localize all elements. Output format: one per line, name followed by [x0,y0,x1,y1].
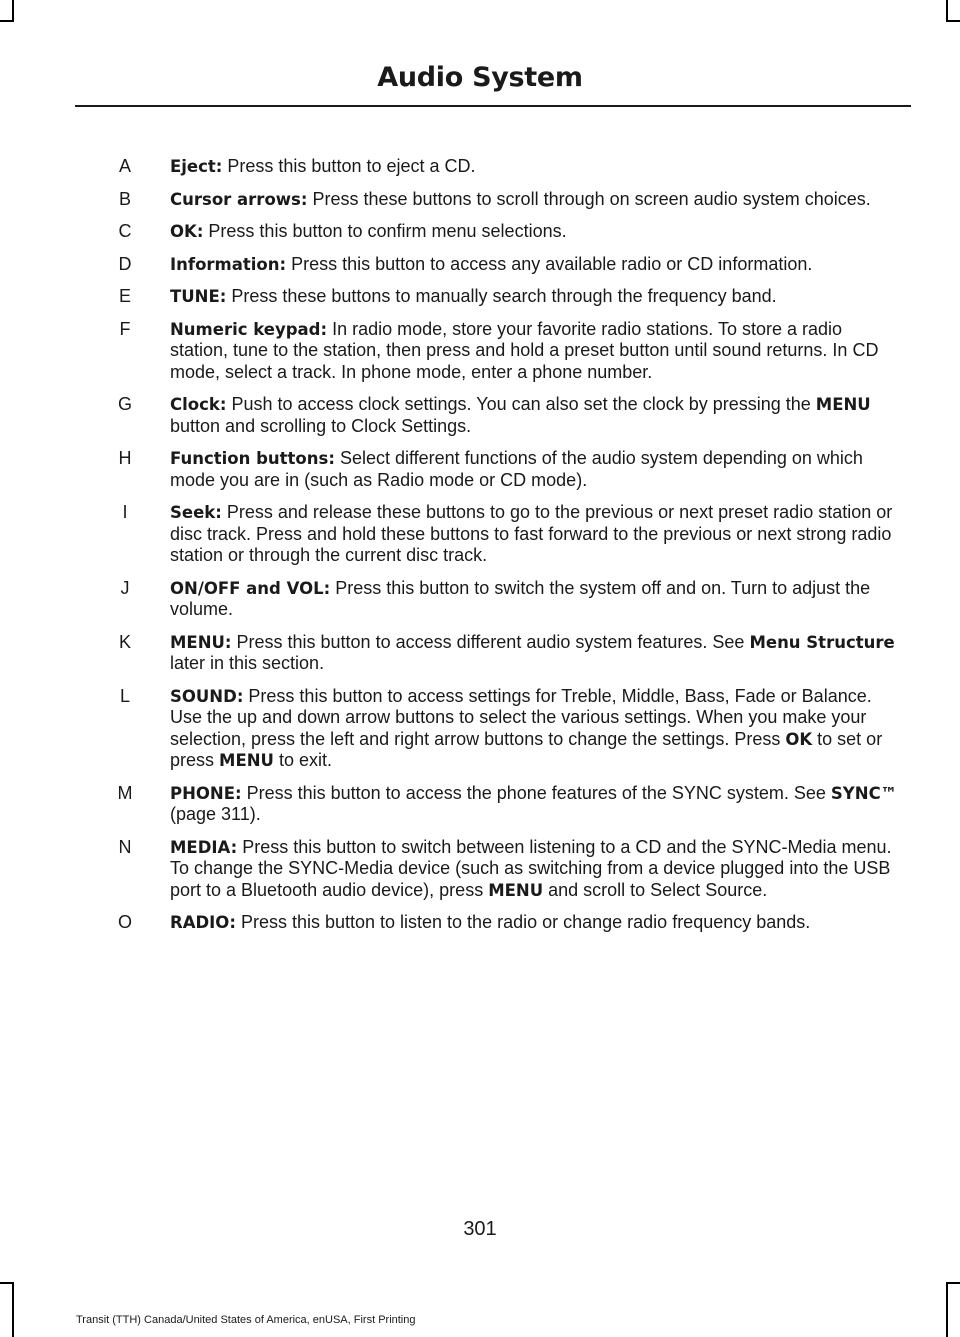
legend-letter: G [117,394,132,414]
legend-term: SOUND: [170,686,244,706]
bold-keyword: SYNC™ [830,783,898,803]
legend-letter: F [119,318,131,339]
legend-letter: C [118,221,132,241]
page-number: 301 [463,1218,497,1240]
legend-item [0,189,960,211]
description-text: to exit. [273,750,332,770]
legend-letter: M [117,782,133,803]
bold-keyword: OK [785,729,813,749]
legend-term: Clock: [170,395,227,414]
legend-description [170,502,902,567]
description-text: Press this button to access the phone features of the SYNC system. See [241,782,831,803]
legend-description [170,319,902,384]
crop-mark-bottom-right-v [946,1282,948,1337]
crop-mark-top-left-v [12,0,14,22]
crop-mark-top-left-h [0,20,14,22]
legend-description [170,286,902,308]
description-text: Press this button to access settings for Treble, Middle, Bass, Fade or Balance. Use the up and down arrow buttons to select the various settings. When you make your selection, press the left and right arrow buttons to change the settings. Press [170,685,872,749]
description-text: Press this button to listen to the radio or change radio frequency bands. [235,912,811,932]
description-text: In radio mode, store your favorite radio stations. To store a radio station, tune to the station, then press and hold a preset button until sound returns. In CD mode, select a track. In phone mode, enter a phone number. [170,318,879,382]
description-text: Press this button to switch between listening to a CD and the SYNC-Media menu. To change the SYNC-Media device (such as switching from a device plugged into the USB port to a Bluetooth audio device), press [170,836,892,900]
legend-item [0,319,960,384]
legend-letter: K [118,631,131,652]
description-text: to set or press [170,728,883,770]
legend-letter: E [118,286,131,306]
legend-item [0,686,960,772]
legend-term: Function buttons: [170,449,335,468]
legend-term: Seek: [170,503,222,522]
legend-list [0,156,960,945]
legend-description [170,578,902,621]
description-text: Press this button to switch the system off and on. Turn to adjust the volume. [170,577,871,619]
description-text: Press this button to eject a CD. [222,156,476,176]
description-text: Press and release these buttons to go to the previous or next preset radio station or disc track. Press and hold these buttons to fast forward to the previous or next strong radio station or through the current disc track. [170,502,893,565]
description-text: later in this section. [170,653,325,673]
crop-mark-bottom-right-h [946,1282,960,1284]
description-text: Press this button to access any available radio or CD information. [286,253,813,274]
legend-term: PHONE: [170,783,242,803]
bold-keyword: MENU [219,751,274,770]
legend-description [170,156,902,178]
legend-letter: D [118,253,132,274]
legend-letter: A [118,156,131,176]
legend-item [0,632,960,675]
legend-description [170,189,902,211]
legend-term: Eject: [170,157,223,176]
legend-letter: J [120,577,130,598]
legend-term: TUNE: [170,287,227,306]
description-text: and scroll to Select Source. [543,879,768,900]
legend-description [170,783,902,826]
legend-description [170,837,902,902]
legend-item [0,502,960,567]
legend-term: OK: [170,222,204,241]
header-divider [75,105,911,107]
legend-description [170,221,902,243]
legend-description [170,632,902,675]
legend-item [0,156,960,178]
legend-description [170,448,902,491]
legend-item [0,254,960,276]
legend-letter: O [117,912,132,932]
legend-term: MENU: [170,632,232,652]
legend-item [0,783,960,826]
bold-keyword: Menu Structure [749,632,895,652]
crop-mark-bottom-left-v [12,1282,14,1337]
description-text: Press this button to confirm menu selections. [203,221,567,241]
legend-item [0,286,960,308]
legend-term: Cursor arrows: [170,189,308,209]
legend-letter: H [118,448,132,468]
legend-item [0,578,960,621]
legend-letter: L [119,685,130,706]
legend-term: Information: [170,254,287,274]
crop-mark-top-right-h [946,20,960,22]
description-text: Press this button to access different audio system features. See [231,631,750,652]
bold-keyword: MENU [815,395,871,414]
legend-item [0,221,960,243]
legend-description [170,254,902,276]
legend-term: Numeric keypad: [170,319,328,339]
description-text: Press these buttons to manually search through the frequency band. [226,286,777,306]
description-text: button and scrolling to Clock Settings. [170,415,472,436]
bold-keyword: MENU [488,880,544,900]
crop-mark-bottom-left-h [0,1282,14,1284]
page-title: Audio System [377,62,583,93]
edition-footer: Transit (TTH) Canada/United States of America, enUSA, First Printing [76,1314,416,1326]
legend-item [0,448,960,491]
legend-description [170,912,902,934]
legend-item [0,394,960,437]
crop-mark-top-right-v [946,0,948,22]
legend-letter: B [118,188,131,209]
description-text: Push to access clock settings. You can also set the clock by pressing the [226,394,816,414]
legend-term: RADIO: [170,913,236,932]
legend-item [0,912,960,934]
legend-item [0,837,960,902]
legend-description [170,394,902,437]
description-text: Select different functions of the audio system depending on which mode you are in (such as Radio mode or CD mode). [170,448,863,490]
legend-term: ON/OFF and VOL: [170,578,331,598]
description-text: Press these buttons to scroll through on screen audio system choices. [307,188,871,209]
legend-term: MEDIA: [170,837,238,857]
legend-description [170,686,902,772]
legend-letter: I [122,502,128,522]
legend-letter: N [118,836,132,857]
description-text: (page 311). [170,804,261,824]
